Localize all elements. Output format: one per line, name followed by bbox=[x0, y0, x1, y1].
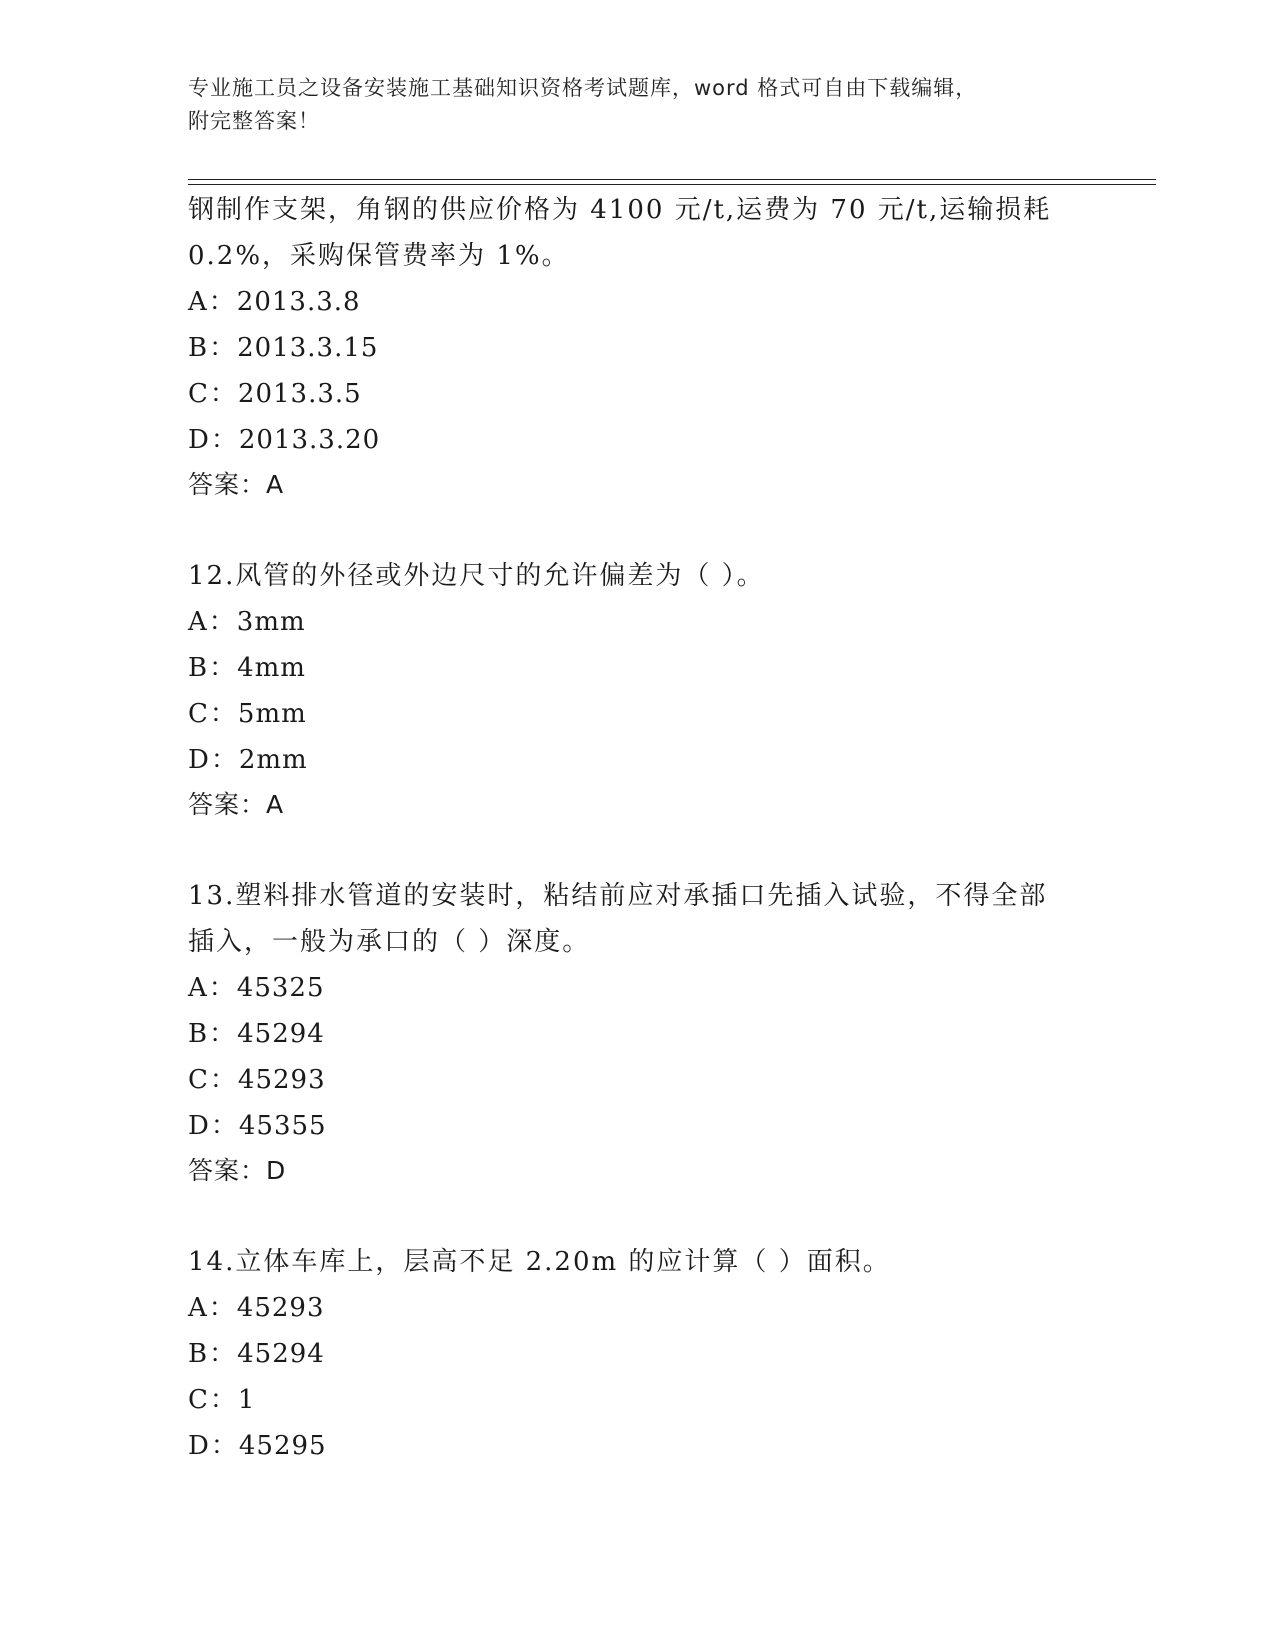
spacer bbox=[188, 507, 1088, 553]
answer-line: 答案：D bbox=[188, 1156, 287, 1185]
option-b bbox=[188, 1011, 1088, 1057]
option-value: 45293 bbox=[237, 1065, 326, 1095]
option-label: B： bbox=[188, 1339, 238, 1369]
option-c bbox=[188, 1377, 1088, 1423]
option-value: 2013.3.15 bbox=[237, 333, 379, 363]
question-11 bbox=[188, 187, 1088, 507]
option-label: A： bbox=[188, 1293, 237, 1323]
question-stem-line: 13.塑料排水管道的安装时，粘结前应对承插口先插入试验，不得全部 bbox=[188, 881, 1048, 911]
answer-line: 答案：A bbox=[188, 790, 285, 819]
option-value: 5mm bbox=[237, 699, 307, 729]
question-14 bbox=[188, 1239, 1088, 1469]
option-value: 1 bbox=[237, 1385, 256, 1415]
option-value: 4mm bbox=[237, 653, 306, 683]
option-label: B： bbox=[188, 653, 238, 683]
option-b bbox=[188, 1331, 1088, 1377]
answer-line: 答案：A bbox=[188, 470, 285, 499]
option-value: 45355 bbox=[238, 1111, 327, 1141]
option-value: 45294 bbox=[237, 1019, 325, 1049]
option-a bbox=[188, 965, 1088, 1011]
option-value: 45295 bbox=[238, 1431, 327, 1461]
option-value: 2013.3.8 bbox=[236, 287, 361, 317]
option-c bbox=[188, 1057, 1088, 1103]
option-label: C： bbox=[188, 1065, 238, 1095]
option-value: 45325 bbox=[236, 973, 325, 1003]
question-stem-line: 14.立体车库上，层高不足 2.20m 的应计算（ ）面积。 bbox=[188, 1247, 891, 1277]
option-label: C： bbox=[188, 1385, 238, 1415]
option-d bbox=[188, 737, 1088, 783]
option-label: D： bbox=[188, 425, 239, 455]
option-label: A： bbox=[188, 607, 237, 637]
option-value: 2013.3.20 bbox=[238, 425, 381, 455]
question-stem-line: 钢制作支架，角钢的供应价格为 4100 元/t,运费为 70 元/t,运输损耗 bbox=[188, 195, 1052, 225]
option-a bbox=[188, 599, 1088, 645]
option-value: 3mm bbox=[236, 607, 306, 637]
option-label: D： bbox=[188, 745, 239, 775]
option-label: A： bbox=[188, 973, 237, 1003]
header-line-1: 专业施工员之设备安装施工基础知识资格考试题库，word 格式可自由下载编辑， bbox=[188, 76, 978, 100]
document-header bbox=[188, 72, 1088, 138]
header-divider-top bbox=[188, 179, 1156, 180]
option-a bbox=[188, 1285, 1088, 1331]
question-13 bbox=[188, 873, 1088, 1193]
header-line-2: 附完整答案！ bbox=[188, 109, 320, 133]
option-label: C： bbox=[188, 699, 238, 729]
question-stem-line: 12.风管的外径或外边尺寸的允许偏差为（ ）。 bbox=[188, 561, 765, 591]
option-label: D： bbox=[188, 1431, 239, 1461]
spacer bbox=[188, 1193, 1088, 1239]
option-value: 45293 bbox=[236, 1293, 325, 1323]
option-b bbox=[188, 645, 1088, 691]
question-list bbox=[188, 187, 1088, 1469]
option-d bbox=[188, 1103, 1088, 1149]
header-divider-bottom bbox=[188, 184, 1156, 185]
option-d bbox=[188, 1423, 1088, 1469]
option-a bbox=[188, 279, 1088, 325]
option-value: 2013.3.5 bbox=[237, 379, 362, 409]
option-b bbox=[188, 325, 1088, 371]
option-label: B： bbox=[188, 333, 238, 363]
question-12 bbox=[188, 553, 1088, 827]
question-stem-line: 插入，一般为承口的（ ）深度。 bbox=[188, 927, 591, 957]
spacer bbox=[188, 827, 1088, 873]
option-value: 45294 bbox=[237, 1339, 325, 1369]
option-d bbox=[188, 417, 1088, 463]
question-stem-line: 0.2%，采购保管费率为 1%。 bbox=[188, 241, 570, 271]
option-label: C： bbox=[188, 379, 238, 409]
option-label: A： bbox=[188, 287, 237, 317]
option-label: B： bbox=[188, 1019, 238, 1049]
option-c bbox=[188, 371, 1088, 417]
option-value: 2mm bbox=[238, 745, 308, 775]
option-label: D： bbox=[188, 1111, 239, 1141]
option-c bbox=[188, 691, 1088, 737]
